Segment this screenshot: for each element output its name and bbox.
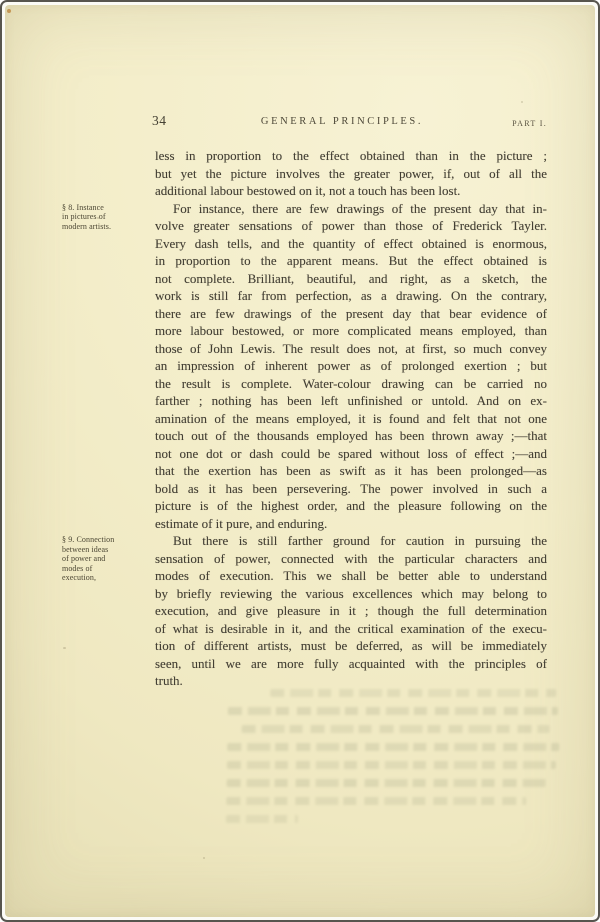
text-line: those of John Lewis. The result does not, at first, so much convey — [155, 340, 547, 356]
text-line: farther ; nothing has been left unfinished or untold. And on ex- — [155, 393, 547, 408]
text-line: sensation of power, connected with the particular characters and — [155, 550, 547, 566]
text-line: bold as it has been persevering. The power involved in such a — [155, 480, 547, 496]
text-line: truth. — [155, 673, 183, 688]
text-line: more labour bestowed, or more complicated means employed, than — [155, 323, 547, 338]
running-title: GENERAL PRINCIPLES. — [260, 116, 424, 127]
paragraph — [62, 532, 547, 690]
text-line: in proportion to the apparent means. But the effect obtained is — [155, 253, 547, 268]
text-line: an impression of inherent power as of prolonged exertion ; but — [155, 358, 547, 373]
paper-speck — [63, 647, 66, 649]
bleedthrough-line — [227, 761, 556, 769]
text-column — [62, 147, 547, 690]
bleedthrough-line — [270, 689, 556, 697]
margin-note-line: § 8. Instance — [62, 202, 104, 212]
text-line: by briefly reviewing the various excellences which may belong to — [155, 585, 547, 601]
margin-note-line: modern artists. — [62, 221, 112, 231]
paper-speck — [7, 9, 11, 13]
margin-note — [62, 203, 150, 232]
text-line: there are few drawings of the present day that bear evidence of — [155, 305, 547, 321]
text-line: seen, until we are more fully acquainted with the principles of — [155, 655, 547, 671]
margin-note-line: § 9. Connection — [62, 535, 115, 544]
text-line: that the exertion has been as swift as it has been prolonged—as — [155, 463, 547, 478]
page-header — [152, 113, 547, 131]
margin-note-line: modes of — [62, 563, 93, 573]
text-line: but yet the picture involves the greater power, if, out of all the — [155, 165, 547, 181]
text-line: additional labour bestowed on it, not a touch has been lost. — [155, 183, 461, 198]
text-line: amination of the means employed, it is found and felt that not one — [155, 410, 547, 426]
text-line: Every dash tells, and the quantity of effect obtained is enormous, — [155, 235, 547, 251]
paper-speck — [521, 101, 523, 103]
bleedthrough-line — [226, 797, 526, 805]
margin-note-line: between ideas — [62, 544, 109, 554]
text-line: less in proportion to the effect obtained than in the picture ; — [155, 148, 547, 163]
text-line: execution, and give pleasure in it ; though the full determination — [155, 603, 547, 618]
page-number: 34 — [152, 113, 167, 128]
bleedthrough-line — [241, 725, 549, 733]
bleedthrough-line — [227, 743, 559, 751]
text-line: the result is complete. Water-colour drawing can be carried no — [155, 375, 547, 391]
margin-note-line: of power and — [62, 554, 106, 563]
paragraph — [155, 147, 547, 200]
text-line: For instance, there are few drawings of the present day that in- — [173, 200, 547, 216]
text-line: estimate of it pure, and enduring. — [155, 515, 328, 531]
bleedthrough-line — [226, 815, 298, 823]
text-line: picture is of the highest order, and the pleasure following on the — [155, 498, 547, 513]
paper-speck — [203, 857, 205, 859]
text-line: touch out of the thousands employed has been thrown away ;—that — [155, 428, 547, 443]
text-line: not complete. Brilliant, beautiful, and right, as a sketch, the — [155, 270, 547, 286]
text-line: tion of different artists, must be deferred, as will be immediately — [155, 638, 547, 653]
margin-note — [62, 535, 150, 583]
text-line: But there is still farther ground for caution in pursuing the — [173, 533, 547, 548]
paragraph — [62, 200, 547, 533]
bleedthrough-text — [226, 689, 565, 833]
text-line: modes of execution. This we shall be better able to understand — [155, 568, 547, 583]
text-line: of what is desirable in it, and the critical examination of the execu- — [155, 620, 547, 636]
text-line: work is still far from perfection, as a drawing. On the contrary, — [155, 288, 547, 303]
text-line: not one dot or dash could be spared without loss of effect ;—and — [155, 445, 547, 461]
bleedthrough-line — [227, 779, 549, 787]
text-line: volve greater sensations of power than those of Frederick Tayler. — [155, 218, 547, 233]
book-page — [5, 5, 595, 917]
bleedthrough-line — [228, 707, 558, 715]
part-label: PART I. — [512, 119, 547, 128]
margin-note-line: in pictures of — [62, 212, 106, 221]
margin-note-line: execution, — [62, 573, 97, 582]
